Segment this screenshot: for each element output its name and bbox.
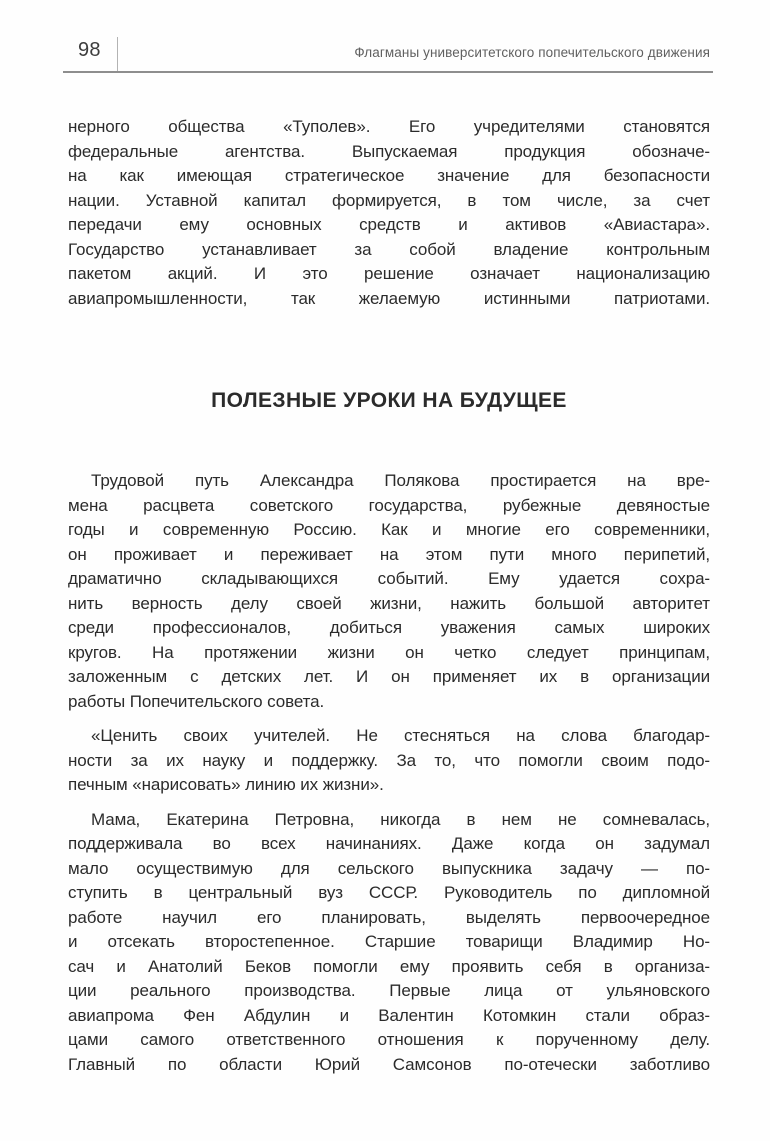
text-line: сач и Анатолий Беков помогли ему проявить себя в организа- [68, 956, 710, 976]
text-line: и отсекать второстепенное. Старшие товарищи Владимир Но- [68, 932, 710, 951]
page-header [0, 0, 770, 73]
text-line: передачи ему основных средств и активов «Авиастара». [68, 215, 710, 234]
text-line: авиапромышленности, так желаемую истинными патриотами. [68, 288, 710, 308]
text-line: мало осуществимую для сельского выпускника задачу — по- [68, 858, 710, 878]
text-line: нить верность делу своей жизни, нажить большой авторитет [68, 593, 710, 613]
text-line: Трудовой путь Александра Полякова простирается на вре- [91, 471, 710, 490]
text-line: Мама, Екатерина Петровна, никогда в нем не сомневалась, [91, 809, 710, 829]
text-line: нации. Уставной капитал формируется, в том числе, за счет [68, 190, 710, 210]
text-line: кругов. На протяжении жизни он четко следует принципам, [68, 642, 710, 662]
text-line: цами самого ответственного отношения к порученному делу. [68, 1030, 710, 1049]
text-line: работе научил его планировать, выделять первоочередное [68, 907, 710, 927]
text-line: федеральные агентства. Выпускаемая продукция обозначе- [68, 141, 710, 161]
paragraph [68, 115, 710, 311]
text-line: авиапрома Фен Абдулин и Валентин Котомкин стали образ- [68, 1005, 710, 1025]
text-line: Государство устанавливает за собой владение контрольным [68, 239, 710, 259]
paragraph [68, 808, 710, 1078]
text-line: он проживает и переживает на этом пути много перипетий, [68, 544, 710, 564]
text-line: на как имеющая стратегическое значение для безопасности [68, 166, 710, 185]
header-vertical-divider [117, 37, 118, 72]
text-line: «Ценить своих учителей. Не стесняться на слова благодар- [91, 726, 710, 745]
running-title: Флагманы университетского попечительского движения [354, 45, 710, 60]
text-line: заложенным с детских лет. И он применяет их в организации [68, 667, 710, 686]
text-line: драматично складывающихся событий. Ему удается сохра- [68, 569, 710, 588]
text-line: Главный по области Юрий Самсонов по-отечески заботливо [68, 1054, 710, 1074]
text-line: поддерживала во всех начинаниях. Даже когда он задумал [68, 834, 710, 853]
text-line: мена расцвета советского государства, рубежные девяностые [68, 495, 710, 515]
text-line: печным «нарисовать» линию их жизни». [68, 775, 384, 794]
text-line: ции реального производства. Первые лица от ульяновского [68, 981, 710, 1000]
text-line: нерного общества «Туполев». Его учредителями становятся [68, 117, 710, 136]
text-body [68, 115, 710, 1077]
paragraph [68, 469, 710, 714]
text-line: работы Попечительского совета. [68, 691, 325, 711]
text-line: ности за их науку и поддержку. За то, что помогли своим подо- [68, 750, 710, 770]
section-heading: ПОЛЕЗНЫЕ УРОКИ НА БУДУЩЕЕ [211, 389, 567, 412]
text-line: среди профессионалов, добиться уважения самых широких [68, 618, 710, 637]
page-number: 98 [78, 39, 101, 61]
header-rule [63, 71, 713, 73]
text-line: пакетом акций. И это решение означает национализацию [68, 264, 710, 283]
text-line: ступить в центральный вуз СССР. Руководитель по дипломной [68, 883, 710, 902]
text-line: годы и современную Россию. Как и многие его современники, [68, 520, 710, 539]
paragraph [68, 724, 710, 798]
